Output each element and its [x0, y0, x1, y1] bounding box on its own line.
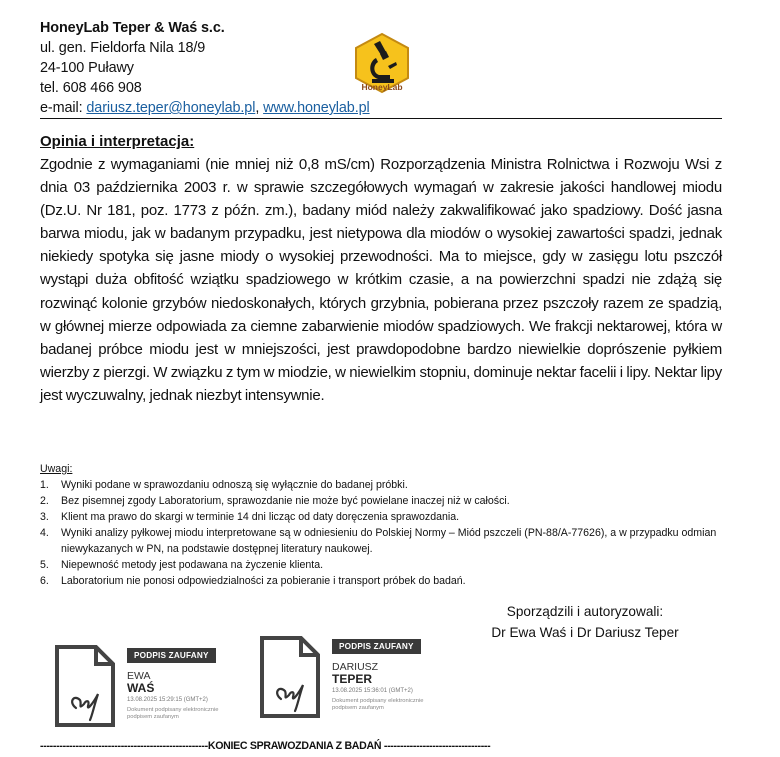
- note-item: [40, 477, 730, 493]
- note-text: Klient ma prawo do skargi w terminie 14 dni licząc od daty doręczenia sprawozdania.: [61, 511, 460, 523]
- phone-number: tel. 608 466 908: [40, 80, 142, 96]
- trusted-signature-badge: PODPIS ZAUFANY: [127, 648, 216, 663]
- note-number: 3.: [40, 511, 49, 523]
- email-link[interactable]: dariusz.teper@honeylab.pl: [86, 100, 256, 116]
- signature-note: Dokument podpisany elektronicznie podpisem zaufanym: [127, 707, 219, 720]
- microscope-hexagon-logo-icon: [352, 32, 412, 98]
- address-street: ul. gen. Fieldorfa Nila 18/9: [40, 40, 206, 56]
- note-text: Bez pisemnej zgody Laboratorium, sprawozdanie nie może być powielane inaczej niż w całości.: [61, 495, 510, 507]
- signer-first-name: DARIUSZ: [332, 661, 379, 673]
- note-item: [40, 493, 730, 509]
- note-item: [40, 557, 730, 573]
- note-text: Wyniki podane w sprawozdaniu odnoszą się wyłącznie do badanej próbki.: [61, 479, 408, 491]
- author-names: Dr Ewa Waś i Dr Dariusz Teper: [491, 625, 679, 640]
- logo-text: HoneyLab: [361, 82, 403, 92]
- trusted-signature-badge: PODPIS ZAUFANY: [332, 639, 421, 654]
- authorized-by-label: Sporządzili i autoryzowali:: [506, 604, 664, 619]
- note-number: 4.: [40, 527, 49, 539]
- contact-links: [40, 98, 370, 118]
- note-text: Laboratorium nie ponosi odpowiedzialności za pobieranie i transport próbek do badań.: [61, 575, 466, 587]
- note-number: 6.: [40, 575, 49, 587]
- note-item: [40, 573, 730, 589]
- signature-datetime: 13.08.2025 15:36:01 (GMT+2): [332, 688, 413, 694]
- authorization-block: [460, 601, 710, 643]
- link-separator: ,: [255, 100, 264, 116]
- opinion-paragraph: Zgodnie z wymaganiami (nie mniej niż 0,8 mS/cm) Rozporządzenia Ministra Rolnictwa i Rozwoju Wsi z dnia 03 października 2003 r. w sprawie szczegółowych wymagań w zakresie jakości handlowej miodu (Dz.U. Nr 181, poz. 1773 z późn. zm.), badany miód należy zakwalifikować jako spadziowy. Dość jasna barwa miodu, jak w badanym przypadku, jest nietypowa dla miodów o wysokiej zawartości spadzi, jednak niekiedy spotyka się jasne miody o wysokiej przewodności. Ma to miejsce, gdy w zasięgu lotu pszczół wystąpi duża obfitość wziątku spadziowego w krótkim czasie, a na powierzchni spadzi nie zdążą się rozwinąć kolonie grzybów niedoskonałych, których grzybnia, pobierana przez pszczoły razem ze spadzią, w głównej mierze odpowiada za ciemne zabarwienie miodów spadziowych. We frakcji nektarowej, która w badanej próbce miodu jest w mniejszości, jest prawdopodobne bardzo niewielkie doprószenie pyłkiem wierzby z pierzgi. W związku z tym w miodzie, w niewielkim stopniu, dominuje nektar facelii i lipy. Nektar lipy jest wyczuwalny, jednak niezbyt intensywnie.: [40, 156, 722, 404]
- signer-last-name: TEPER: [332, 672, 373, 686]
- note-number: 1.: [40, 479, 49, 491]
- notes-heading: Uwagi:: [40, 463, 73, 475]
- notes-list: [40, 477, 730, 589]
- signed-document-icon: [259, 635, 321, 719]
- trusted-signature-ewa-was: [54, 644, 254, 734]
- report-end-marker: ----------------------------------------------------KONIEC SPRAWOZDANIA Z BADAŃ ---------------------------------: [40, 740, 491, 752]
- website-link[interactable]: www.honeylab.pl: [263, 100, 370, 116]
- note-number: 5.: [40, 559, 49, 571]
- note-number: 2.: [40, 495, 49, 507]
- address-city: 24-100 Puławy: [40, 60, 134, 76]
- note-text: Niepewność metody jest podawana na życzenie klienta.: [61, 559, 324, 571]
- notes-section: [40, 461, 730, 589]
- header-divider: [40, 118, 722, 119]
- note-item: [40, 525, 730, 557]
- signature-datetime: 13.08.2025 15:29:15 (GMT+2): [127, 697, 208, 703]
- note-item: [40, 509, 730, 525]
- honeylab-logo: [352, 32, 412, 98]
- trusted-signature-dariusz-teper: [259, 635, 459, 725]
- signer-last-name: WAŚ: [127, 681, 155, 695]
- signer-first-name: EWA: [127, 670, 151, 682]
- signed-document-icon: [54, 644, 116, 728]
- email-label: e-mail:: [40, 100, 87, 116]
- signature-note: Dokument podpisany elektronicznie podpisem zaufanym: [332, 698, 424, 711]
- note-text: Wyniki analizy pyłkowej miodu interpretowane są w odniesieniu do Polskiej Normy – Miód pszczeli (PN-88/A-77626), a w przypadku odmian niewykazanych w PN, na podstawie dostępnej literatury naukowej.: [61, 527, 717, 555]
- opinion-heading: Opinia i interpretacja:: [40, 133, 195, 150]
- letterhead: [40, 14, 722, 118]
- company-name: HoneyLab Teper & Waś s.c.: [40, 20, 225, 36]
- company-contact-block: [40, 18, 370, 118]
